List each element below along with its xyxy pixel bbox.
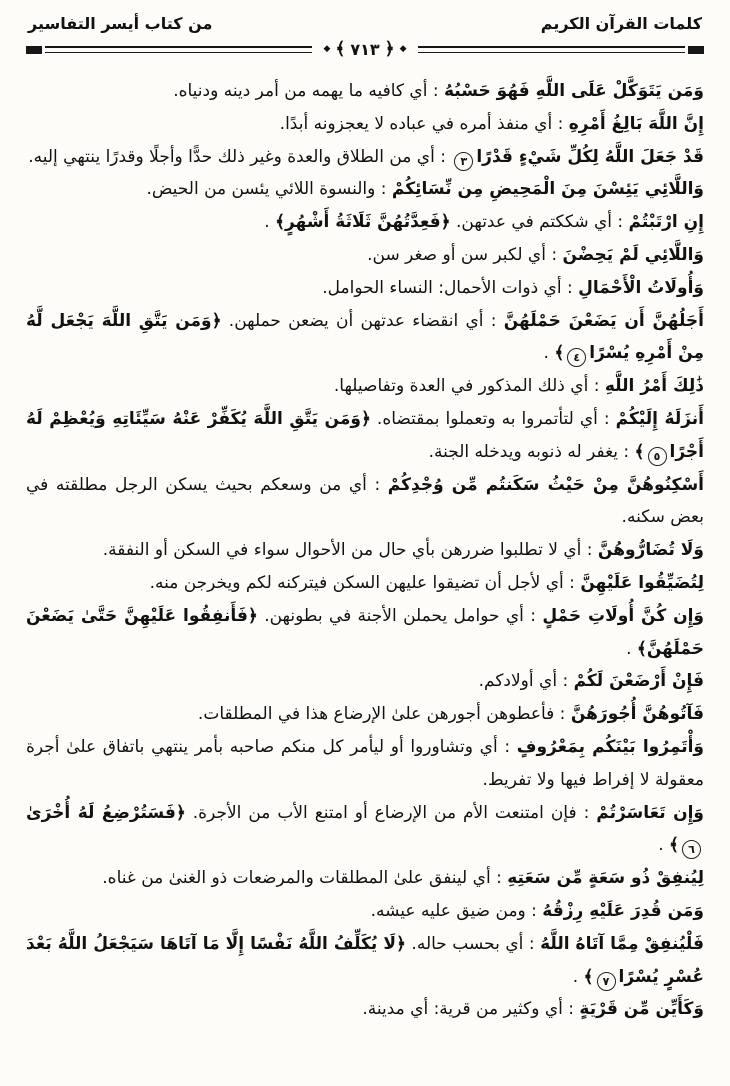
page-number-ornament xyxy=(315,40,414,59)
paragraph xyxy=(26,600,704,666)
ayah-number-marker: ٤ xyxy=(567,348,586,367)
quran-quote: وَإِن تَعَاسَرْتُمْ xyxy=(596,802,704,823)
quran-quote: فَإِنْ أَرْضَعْنَ لَكُمْ xyxy=(573,671,704,692)
page-number: ٧١٣ xyxy=(350,40,380,59)
explanation-text: : أي لأجل أن تضيقوا عليهن السكن فيتركنه لكم ويخرجن منه. xyxy=(149,572,581,593)
quran-quote: وَأْتَمِرُوا بَيْنَكُم بِمَعْرُوفٍ xyxy=(516,736,704,757)
quran-quote: ﴿فَأَنفِقُوا عَلَيْهِنَّ حَتَّىٰ يَضَعْنَ حَمْلَهُنَّ﴾ xyxy=(26,605,704,659)
book-title-right: كلمات القرآن الكريم xyxy=(540,14,702,33)
explanation-text: : أي كافيه ما يهمه من أمر دينه ودنياه. xyxy=(173,81,444,101)
quran-quote: ﴾ xyxy=(583,966,594,987)
quran-quote: لِيُنفِقْ ذُو سَعَةٍ مِّن سَعَتِهِ xyxy=(507,868,704,889)
explanation-text: : أي بحسب حاله. xyxy=(405,933,541,954)
explanation-text: . xyxy=(264,212,276,233)
paragraph xyxy=(26,797,704,863)
quran-quote: فَآتُوهُنَّ أُجُورَهُنَّ xyxy=(570,704,704,725)
explanation-text: : أي من وسعكم بحيث يسكن الرجل مطلقته في بعض سكنه. xyxy=(26,474,704,528)
quran-quote: وَأُولَاتُ الْأَحْمَالِ xyxy=(578,277,704,298)
ornament-close-bracket-icon: ﴾ xyxy=(335,39,346,59)
explanation-text: . xyxy=(626,638,637,659)
explanation-text: : ومن ضيق عليه عيشه. xyxy=(370,900,543,921)
quran-quote: وَاللَّائِي يَئِسْنَ مِنَ الْمَحِيضِ مِن نِّسَائِكُمْ xyxy=(391,179,704,200)
quran-quote: ﴿وَمَن يَتَّقِ اللَّهَ يُكَفِّرْ عَنْهُ سَيِّئَاتِهِ وَيُعْظِمْ لَهُ أَجْرًا xyxy=(26,408,704,462)
page-header xyxy=(26,10,704,40)
explanation-text: : أي لا تطلبوا ضررهن بأي حال من الأحوال سواء في السكن أو النفقة. xyxy=(102,540,598,561)
paragraph xyxy=(26,239,704,272)
explanation-text: : أي لكبر سن أو صغر سن. xyxy=(367,244,563,265)
quran-quote: ﴿فَسَتُرْضِعُ لَهُ أُخْرَىٰ xyxy=(26,802,186,823)
paragraph xyxy=(26,862,704,895)
quran-quote: وَاللَّائِي لَمْ يَحِضْنَ xyxy=(562,244,704,265)
explanation-text: : أي منفذ أمره في عباده لا يعجزونه أبدًا. xyxy=(279,113,569,134)
explanation-text: : أي ذلك المذكور في العدة وتفاصيلها. xyxy=(333,376,605,397)
ayah-number-marker: ٣ xyxy=(454,152,473,171)
explanation-text: : فأعطوهن أجورهن علىٰ الإرضاع هذا في المطلقات. xyxy=(197,704,571,725)
header-divider xyxy=(26,40,704,59)
paragraph xyxy=(26,731,704,797)
quran-quote: وَإِن كُنَّ أُولَاتِ حَمْلٍ xyxy=(542,605,704,626)
explanation-text: : فإن امتنعت الأم من الإرضاع أو امتنع الأب من الأجرة. xyxy=(185,802,597,823)
paragraph xyxy=(26,534,704,567)
quran-quote: إِنِ ارْتَبْتُمْ xyxy=(628,212,704,233)
quran-quote: ﴾ xyxy=(634,441,645,462)
divider-endcap-icon xyxy=(26,46,42,54)
explanation-text: : أي وتشاوروا أو ليأمر كل منكم صاحبه بأمر ينتهي باتفاق علىٰ أجرة معقولة لا إفراط فيها ولا تفريط. xyxy=(26,736,704,790)
paragraph xyxy=(26,993,704,1026)
paragraph xyxy=(26,206,704,239)
body-text xyxy=(26,75,704,1026)
book-title-left: من كتاب أيسر التفاسير xyxy=(28,14,213,33)
quran-quote: ﴿وَمَن يَتَّقِ اللَّهَ يَجْعَل لَّهُ مِنْ أَمْرِهِ يُسْرًا xyxy=(26,310,704,364)
paragraph xyxy=(26,895,704,928)
ornament-open-bracket-icon: ﴿ xyxy=(384,39,395,59)
paragraph xyxy=(26,173,704,206)
explanation-text: : أي أولادكم. xyxy=(478,671,574,692)
quran-quote: ﴿فَعِدَّتُهُنَّ ثَلَاثَةُ أَشْهُرٍ﴾ xyxy=(275,212,451,233)
quran-quote: لِتُضَيِّقُوا عَلَيْهِنَّ xyxy=(580,572,704,593)
explanation-text: : أي حوامل يحملن الأجنة في بطونهن. xyxy=(257,605,543,626)
explanation-text: . xyxy=(543,343,555,364)
quran-quote: أَجَلُهُنَّ أَن يَضَعْنَ حَمْلَهُنَّ xyxy=(503,310,704,331)
divider-endcap-icon xyxy=(688,46,704,54)
quran-quote: فَلْيُنفِقْ مِمَّا آتَاهُ اللَّهُ xyxy=(540,933,704,954)
quran-quote: ﴾ xyxy=(554,343,565,364)
quran-quote: ﴿لَا يُكَلِّفُ اللَّهُ نَفْسًا إِلَّا مَا آتَاهَا سَيَجْعَلُ اللَّهُ بَعْدَ عُسْرٍ يُسْرًا xyxy=(26,933,704,987)
paragraph xyxy=(26,108,704,141)
explanation-text: . xyxy=(572,966,584,987)
explanation-text: : أي وكثير من قرية: أي مدينة. xyxy=(362,999,580,1020)
quran-quote: قَدْ جَعَلَ اللَّهُ لِكُلِّ شَيْءٍ قَدْرًا xyxy=(476,146,704,167)
divider-line xyxy=(418,46,685,53)
explanation-text: . xyxy=(658,835,670,856)
paragraph xyxy=(26,141,704,174)
paragraph xyxy=(26,305,704,371)
paragraph xyxy=(26,567,704,600)
ornament-leaf-icon: ◆ xyxy=(323,44,331,54)
quran-quote: أَسْكِنُوهُنَّ مِنْ حَيْثُ سَكَنتُم مِّن وُجْدِكُمْ xyxy=(387,474,704,495)
ayah-number-marker: ٧ xyxy=(597,972,616,991)
ayah-number-marker: ٥ xyxy=(648,447,667,466)
paragraph xyxy=(26,403,704,469)
quran-quote: وَكَأَيِّن مِّن قَرْيَةٍ xyxy=(579,999,704,1020)
explanation-text: : أي شككتم في عدتهن. xyxy=(450,212,629,233)
quran-quote: وَمَن قُدِرَ عَلَيْهِ رِزْقُهُ xyxy=(542,900,704,921)
quran-quote: ذَٰلِكَ أَمْرُ اللَّهِ xyxy=(604,376,704,397)
paragraph xyxy=(26,272,704,305)
explanation-text: : أي لينفق علىٰ المطلقات والمرضعات ذو الغنىٰ من غناه. xyxy=(102,868,508,889)
explanation-text: : أي ذوات الأحمال: النساء الحوامل. xyxy=(322,277,579,298)
quran-quote: وَمَن يَتَوَكَّلْ عَلَى اللَّهِ فَهُوَ حَسْبُهُ xyxy=(443,81,704,101)
divider-line xyxy=(45,46,312,53)
quran-quote: أَنزَلَهُ إِلَيْكُمْ xyxy=(615,408,705,429)
ornament-leaf-icon: ◆ xyxy=(399,44,407,54)
ayah-number-marker: ٦ xyxy=(682,840,701,859)
paragraph xyxy=(26,469,704,535)
paragraph xyxy=(26,698,704,731)
quran-quote: وَلَا تُضَارُّوهُنَّ xyxy=(597,540,704,561)
explanation-text: : يغفر له ذنوبه ويدخله الجنة. xyxy=(428,441,635,462)
quran-quote: إِنَّ اللَّهَ بَالِغُ أَمْرِهِ xyxy=(568,113,704,134)
quran-quote: ﴾ xyxy=(669,835,679,856)
explanation-text: : أي لتأتمروا به وتعملوا بمقتضاه. xyxy=(370,408,616,429)
paragraph xyxy=(26,370,704,403)
paragraph xyxy=(26,665,704,698)
paragraph xyxy=(26,75,704,108)
explanation-text: : أي انقضاء عدتهن أن يضعن حملهن. xyxy=(221,310,504,331)
explanation-text: : أي من الطلاق والعدة وغير ذلك حدًّا وأجلًا وقدرًا ينتهي إليه. xyxy=(28,146,452,167)
explanation-text: : والنسوة اللائي يئسن من الحيض. xyxy=(146,179,392,200)
paragraph xyxy=(26,928,704,994)
